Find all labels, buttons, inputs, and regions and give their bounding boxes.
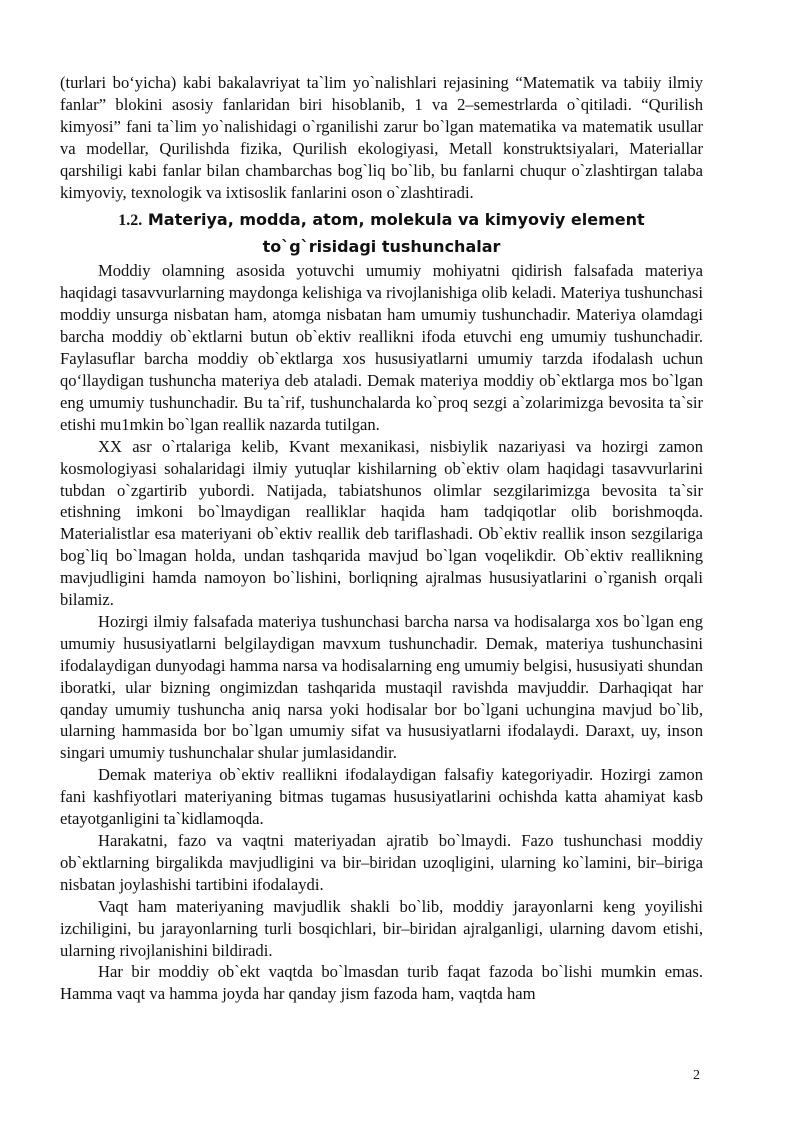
section-title-part-1: Materiya, modda, atom, molekula va kimyoviy element (147, 210, 645, 230)
section-heading-line-2: to`g`risidagi tushunchalar (262, 237, 501, 257)
paragraph: Har bir moddiy ob`ekt vaqtda bo`lmasdan turib faqat fazoda bo`lishi mumkin emas. Hamma vaqt va hamma joyda har qanday jism fazoda ham, vaqtda ham (60, 962, 703, 1004)
paragraph: Vaqt ham materiyaning mavjudlik shakli bo`lib, moddiy jarayonlarni keng yoyilishi izchiligini, bu jarayonlarning turli bosqichlari, bir–biridan ajralganligi, ularning davom etishi, ularning rivojlanishini bildiradi. (60, 896, 703, 960)
section-heading (60, 207, 703, 260)
paragraph: Harakatni, fazo va vaqtni materiyadan ajratib bo`lmaydi. Fazo tushunchasi moddiy ob`ektlarning birgalikda mavjudligini va bir–biridan uzoqligini, ularning ko`lamini, bir–biriga nisbatan joylashishi tartibini ifodalaydi. (60, 831, 703, 894)
paragraph: XX asr o`rtalariga kelib, Kvant mexanikasi, nisbiylik nazariyasi va hozirgi zamon kosmologiyasi sohalaridagi ilmiy yutuqlar kishilarning ob`ektiv olam haqidagi tasavvurlarini tubdan o`zgartirib yubordi. Natijada, tabiatshunos olimlar sezgilarimizga bevosita ta`sir etishning imkoni bo`lmaydigan realliklar haqida ham tadqiqotlar olib borishmoqda. Materialistlar esa materiyani ob`ektiv reallik deb tariflashadi. Ob`ektiv reallik inson sezgilariga bog`liq bo`lmagan holda, undan tashqarida mavjud bo`lgan voqelikdir. Ob`ektiv reallikning mavjudligini hamda namoyon bo`lishini, borliqning ajralmas hususiyatlarini o`rganish orqali bilamiz. (60, 436, 703, 610)
paragraph: Moddiy olamning asosida yotuvchi umumiy mohiyatni qidirish falsafada materiya haqidagi tasavvurlarning maydonga kelishiga va rivojlanishiga olib keladi. Materiya tushunchasi moddiy unsurga nisbatan ham, atomga nisbatan ham umumiy tushunchadir. Materiya olamdagi barcha moddiy ob`ektlarni butun ob`ektiv reallikni ifoda etuvchi eng umumiy tushunchadir. Faylasuflar barcha moddiy ob`ektlarga xos hususiyatlarni umumiy tarzda ifodalash uchun qo‘llaydigan tushuncha materiya deb ataladi. Demak materiya moddiy ob`ektlarga mos bo`lgan eng umumiy tushunchadir. Bu ta`rif, tushunchalarda ko`proq sezgi a`zolarimizga bevosita ta`sir etishi mu1mkin bo`lgan reallik nazarda tutilgan. (60, 261, 703, 434)
section-number: 1.2. (118, 212, 143, 230)
paragraph: Demak materiya ob`ektiv reallikni ifodalaydigan falsafiy kategoriyadir. Hozirgi zamon fani kashfiyotlari materiyaning bitmas tugamas hususiyatlarini ochishda katta ahamiyat kasb etayotganligini ta`kidlamoqda. (60, 765, 703, 829)
section-heading-line-1 (60, 207, 703, 234)
document-page (60, 72, 703, 1005)
page-number: 2 (693, 1068, 700, 1083)
paragraph: Hozirgi ilmiy falsafada materiya tushunchasi barcha narsa va hodisalarga xos bo`lgan eng umumiy hususiyatlarni belgilaydigan mavxum tushunchadir. Demak, materiya tushunchasini ifodalaydigan dunyodagi hamma narsa va hodisalarning eng umumiy belgisi, hususiyati shundan iboratki, ular bizning ongimizdan tashqarida mustaqil ravishda mavjuddir. Darhaqiqat har qanday umumiy tushuncha aniq narsa yoki hodisalar bor bo`lgani uchungina mavjud bo`lib, ularning hammasida bor bo`lgan umumiy sifat va hususiyatlarni ifodalaydi. Daraxt, uy, inson singari umumiy tushunchalar shular jumlasidandir. (60, 611, 703, 763)
intro-paragraph: (turlari bo‘yicha) kabi bakalavriyat ta`lim yo`nalishlari rejasining “Matematik va tabiiy ilmiy fanlar” blokini asosiy fanlaridan biri hisoblanib, 1 va 2–semestrlarda o`qitiladi. “Qurilish kimyosi” fani ta`lim yo`nalishidagi o`rganilishi zarur bo`lgan matematika va matematik usullar va modellar, Qurilishda fizika, Qurilish ekologiyasi, Metall konstruktsiyalari, Materiallar qarshiligi kabi fanlar bilan chambarchas bog`liq bo`lib, bu fanlarni chuqur o`zlashtirgan talaba kimyoviy, texnologik va ixtisoslik fanlarini oson o`zlashtiradi. (60, 73, 703, 202)
